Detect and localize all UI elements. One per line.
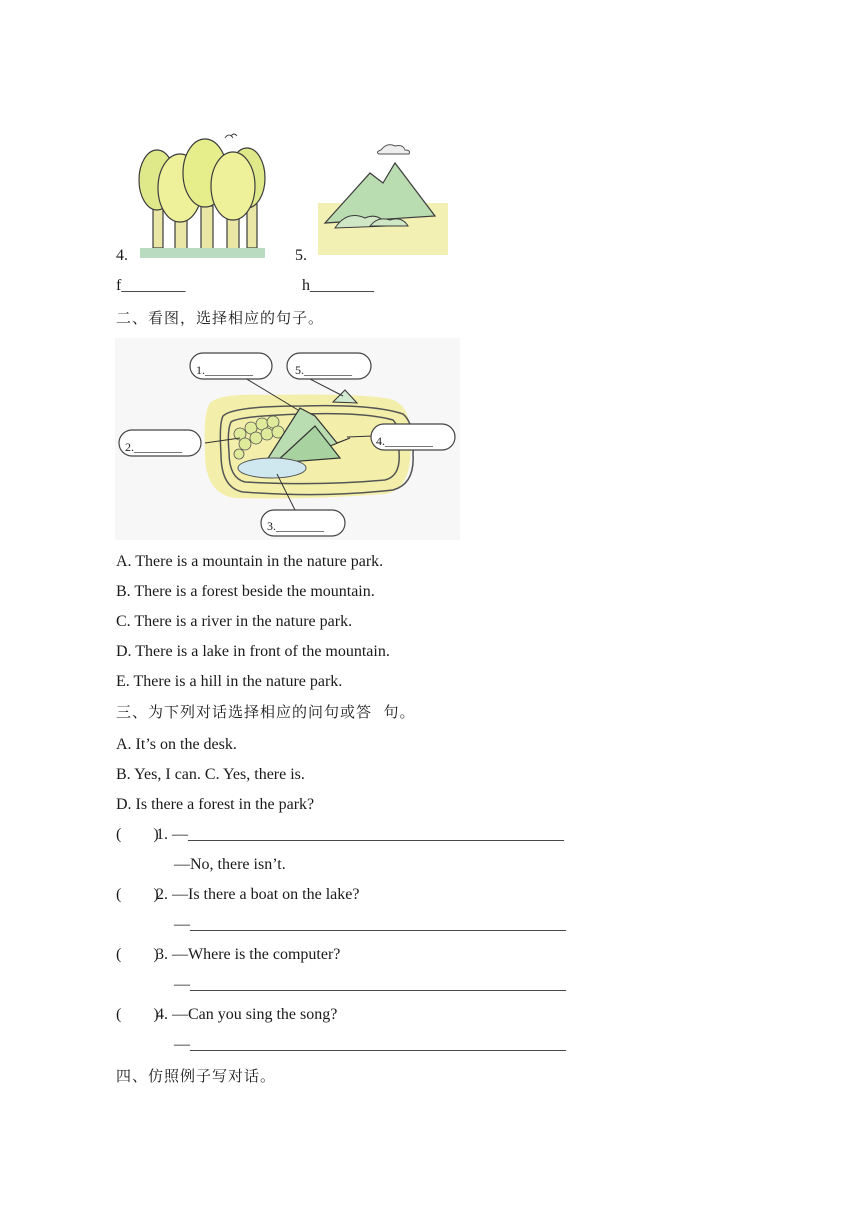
part2-heading: 二、看图，选择相应的句子。 [116,309,325,327]
map-label-2[interactable]: 2.________ [125,440,182,454]
part3-heading: 三、为下列对话选择相应的问句或答 句。 [116,703,416,721]
option-a: A. There is a mountain in the nature park. [116,553,384,570]
option-c: C. There is a river in the nature park. [116,613,353,630]
item5-number: 5. [295,247,307,264]
q4-paren[interactable]: ( ) [116,1006,159,1023]
map-label-5[interactable]: 5.________ [295,363,352,377]
q1-line2: —No, there isn’t. [174,856,286,873]
answer-d: D. Is there a forest in the park? [116,796,315,813]
item4-answer-blank[interactable]: f________ [116,277,186,294]
part4-heading: 四、仿照例子写对话。 [116,1067,277,1085]
q2-line1: 2. —Is there a boat on the lake? [156,886,360,903]
q4-line1: 4. —Can you sing the song? [156,1006,338,1023]
hill-picture [315,128,450,260]
answer-bc: B. Yes, I can. C. Yes, there is. [116,766,305,783]
q3-line1: 3. —Where is the computer? [156,946,341,963]
option-e: E. There is a hill in the nature park. [116,673,343,690]
q2-line2[interactable]: —_______________________________________________ [174,916,566,933]
q4-line2[interactable]: —_______________________________________________ [174,1036,566,1053]
forest-picture [135,128,270,264]
q1-paren[interactable]: ( ) [116,826,159,843]
map-label-4[interactable]: 4.________ [376,434,433,448]
option-b: B. There is a forest beside the mountain. [116,583,375,600]
q3-paren[interactable]: ( ) [116,946,159,963]
q1-line1[interactable]: 1. —_______________________________________________ [156,826,564,843]
map-label-3[interactable]: 3.________ [267,519,324,533]
item5-answer-blank[interactable]: h________ [302,277,374,294]
map-label-1[interactable]: 1.________ [196,363,253,377]
q2-paren[interactable]: ( ) [116,886,159,903]
answer-a: A. It’s on the desk. [116,736,237,753]
item4-number: 4. [116,247,128,264]
q3-line2[interactable]: —_______________________________________________ [174,976,566,993]
option-d: D. There is a lake in front of the mountain. [116,643,390,660]
